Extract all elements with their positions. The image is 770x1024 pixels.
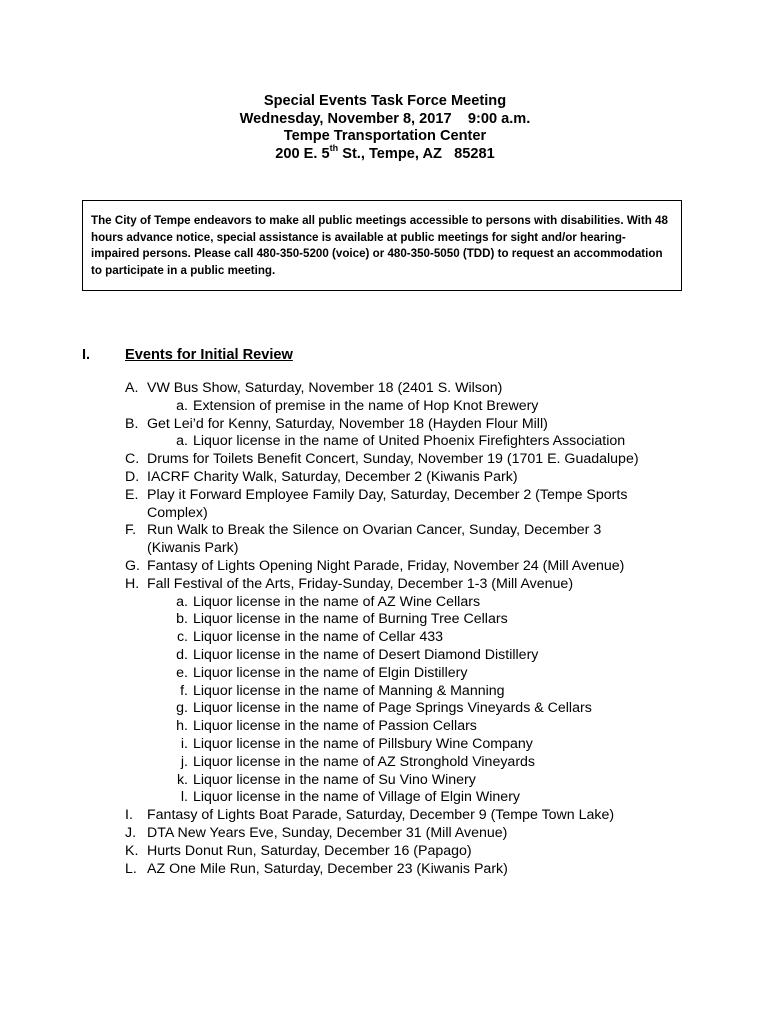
- subitem-marker: d.: [176, 646, 188, 663]
- item-marker: K.: [125, 842, 139, 859]
- subitem-text: Liquor license in the name of Manning & Manning: [193, 682, 505, 699]
- agenda-subitem: [0, 647, 770, 665]
- item-marker: C.: [125, 451, 140, 468]
- agenda-item-continuation: [0, 540, 770, 558]
- item-marker: B.: [125, 415, 139, 432]
- subitem-marker: h.: [176, 718, 188, 735]
- subitem-marker: l.: [180, 789, 188, 806]
- subitem-text: Liquor license in the name of Passion Cellars: [193, 718, 477, 735]
- meeting-datetime: Wednesday, November 8, 2017 9:00 a.m.: [239, 110, 531, 127]
- item-marker: H.: [125, 575, 140, 592]
- agenda-item: [0, 487, 770, 505]
- subitem-text: Liquor license in the name of Burning Tree Cellars: [193, 611, 508, 628]
- agenda-item: [0, 807, 770, 825]
- agenda-list: [0, 380, 770, 878]
- subitem-text: Liquor license in the name of Su Vino Winery: [193, 771, 476, 788]
- item-text: Play it Forward Employee Family Day, Saturday, December 2 (Tempe Sports: [147, 486, 628, 503]
- item-text: Fantasy of Lights Boat Parade, Saturday, December 9 (Tempe Town Lake): [147, 807, 615, 824]
- subitem-text: Extension of premise in the name of Hop Knot Brewery: [193, 397, 539, 414]
- agenda-item: [0, 861, 770, 879]
- subitem-marker: b.: [176, 611, 188, 628]
- subitem-marker: a.: [176, 433, 188, 450]
- agenda-subitem: [0, 700, 770, 718]
- agenda-subitem: [0, 789, 770, 807]
- item-text: Hurts Donut Run, Saturday, December 16 (Papago): [147, 842, 472, 859]
- agenda-subitem: [0, 736, 770, 754]
- item-text: Get Lei’d for Kenny, Saturday, November 18 (Hayden Flour Mill): [147, 415, 548, 432]
- meeting-title: Special Events Task Force Meeting: [263, 93, 507, 109]
- subitem-text: Liquor license in the name of Desert Diamond Distillery: [193, 646, 539, 663]
- subitem-marker: k.: [176, 771, 188, 788]
- item-marker: F.: [125, 522, 137, 539]
- address-city-state: St., Tempe, AZ 85281: [338, 145, 495, 162]
- agenda-item: [0, 843, 770, 861]
- agenda-subitem: [0, 433, 770, 451]
- meeting-venue: Tempe Transportation Center: [283, 128, 487, 144]
- subitem-text: Liquor license in the name of Village of Elgin Winery: [193, 789, 521, 806]
- subitem-text: Liquor license in the name of Page Springs Vineyards & Cellars: [193, 700, 592, 717]
- meeting-header: [0, 93, 770, 163]
- subitem-text: Liquor license in the name of Cellar 433: [193, 629, 444, 646]
- subitem-marker: g.: [176, 700, 188, 717]
- item-text: Fall Festival of the Arts, Friday-Sunday, December 1-3 (Mill Avenue): [147, 575, 574, 592]
- item-text: AZ One Mile Run, Saturday, December 23 (Kiwanis Park): [147, 860, 508, 877]
- agenda-subitem: [0, 718, 770, 736]
- item-marker: D.: [125, 468, 140, 485]
- agenda-subitem: [0, 398, 770, 416]
- item-marker: A.: [125, 380, 139, 396]
- accessibility-notice: [82, 200, 682, 291]
- section-number: I.: [82, 347, 91, 363]
- agenda-subitem: [0, 683, 770, 701]
- item-marker: E.: [125, 486, 139, 503]
- subitem-text: Liquor license in the name of Pillsbury Wine Company: [193, 735, 533, 752]
- subitem-marker: a.: [176, 593, 188, 610]
- agenda-subitem: [0, 594, 770, 612]
- agenda-item: [0, 380, 770, 398]
- agenda-item-continuation: [0, 505, 770, 523]
- agenda-subitem: [0, 665, 770, 683]
- subitem-text: Liquor license in the name of AZ Stronghold Vineyards: [193, 753, 536, 770]
- subitem-marker: e.: [176, 664, 188, 681]
- agenda-subitem: [0, 754, 770, 772]
- subitem-marker: a.: [176, 397, 188, 414]
- meeting-address: [0, 142, 770, 164]
- agenda-item: [0, 522, 770, 540]
- subitem-marker: c.: [176, 629, 188, 646]
- subitem-text: Liquor license in the name of United Phoenix Firefighters Association: [193, 433, 626, 450]
- item-marker: I.: [125, 807, 133, 824]
- item-text-continued: (Kiwanis Park): [147, 540, 239, 557]
- subitem-text: Liquor license in the name of AZ Wine Cellars: [193, 593, 481, 610]
- item-marker: J.: [125, 824, 137, 841]
- agenda-item: [0, 451, 770, 469]
- agenda-item: [0, 558, 770, 576]
- address-ordinal-suffix: th: [329, 142, 339, 153]
- agenda-subitem: [0, 772, 770, 790]
- address-street-number: 200 E. 5: [275, 145, 330, 162]
- subitem-marker: j.: [180, 753, 188, 770]
- item-text: Drums for Toilets Benefit Concert, Sunday, November 19 (1701 E. Guadalupe): [147, 451, 639, 468]
- section-title: Events for Initial Review: [125, 347, 293, 363]
- item-text-continued: Complex): [147, 504, 208, 521]
- item-marker: L.: [125, 860, 137, 877]
- agenda-item: [0, 469, 770, 487]
- item-text: Run Walk to Break the Silence on Ovarian Cancer, Sunday, December 3: [147, 522, 602, 539]
- agenda-item: [0, 576, 770, 594]
- item-text: Fantasy of Lights Opening Night Parade, Friday, November 24 (Mill Avenue): [147, 557, 625, 574]
- subitem-marker: f.: [180, 682, 188, 699]
- item-marker: G.: [125, 557, 140, 574]
- item-text: IACRF Charity Walk, Saturday, December 2 (Kiwanis Park): [147, 468, 518, 485]
- subitem-marker: i.: [180, 735, 188, 752]
- accessibility-notice-text: The City of Tempe endeavors to make all public meetings accessible to persons with disabilities. With 48 hours advance notice, special assistance is available at public meetings for sight and/or hearing-impaired persons. Please call 480-350-5200 (voice) or 480-350-5050 (TDD) to request an accommodation to participate in a public meeting.: [91, 214, 668, 277]
- agenda-subitem: [0, 611, 770, 629]
- item-text: VW Bus Show, Saturday, November 18 (2401 S. Wilson): [147, 380, 503, 396]
- subitem-text: Liquor license in the name of Elgin Distillery: [193, 664, 468, 681]
- agenda-item: [0, 416, 770, 434]
- item-text: DTA New Years Eve, Sunday, December 31 (Mill Avenue): [147, 824, 508, 841]
- agenda-item: [0, 825, 770, 843]
- agenda-subitem: [0, 629, 770, 647]
